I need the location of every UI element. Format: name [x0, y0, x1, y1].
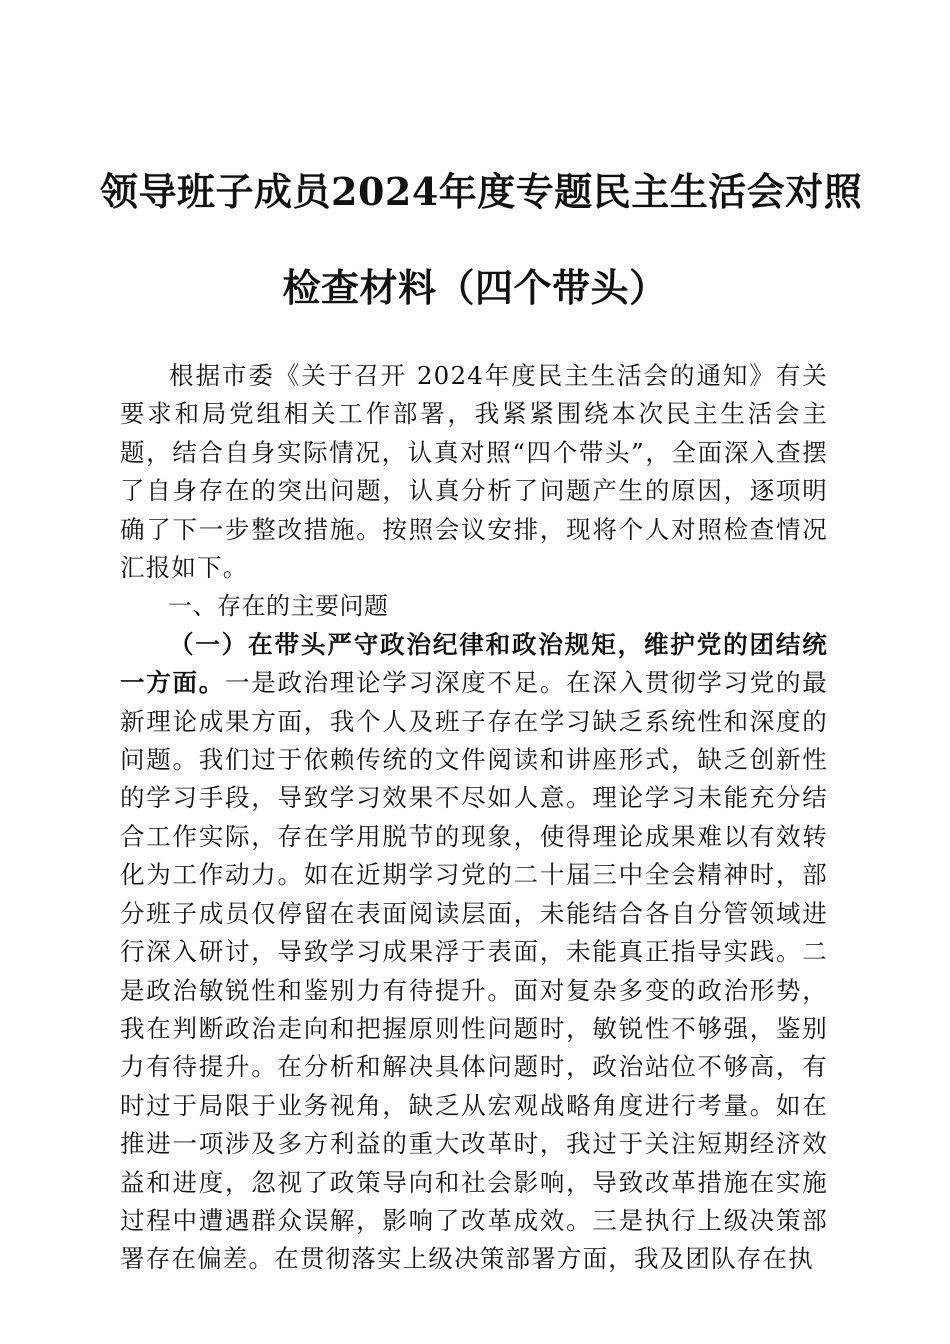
section1-heading: 一、存在的主要问题 [168, 592, 389, 621]
document-body [120, 357, 828, 1279]
document-title-line1: 领导班子成员2024年度专题民主生活会对照 [100, 169, 863, 214]
intro-paragraph: 根据市委《关于召开 2024年度民主生活会的通知》有关要求和局党组相关工作部署，我紧紧围绕本次民主生活会主题，结合自身实际情况，认真对照“四个带头”，全面深入查摆了自身存在的突出问题，认真分析了问题产生的原因，逐项明确了下一步整改措施。按照会议安排，现将个人对照检查情况汇报如下。 [120, 361, 828, 583]
document-title-line2: 检查材料（四个带头） [282, 265, 668, 310]
section1-sub1-body: 一是政治理论学习深度不足。在深入贯彻学习党的最新理论成果方面，我个人及班子存在学习缺乏系统性和深度的问题。我们过于依赖传统的文件阅读和讲座形式，缺乏创新性的学习手段，导致学习效果不尽如人意。理论学习未能充分结合工作实际，存在学用脱节的现象，使得理论成果难以有效转化为工作动力。如在近期学习党的二十届三中全会精神时，部分班子成员仅停留在表面阅读层面，未能结合各自分管领域进行深入研讨，导致学习成果浮于表面，未能真正指导实践。二是政治敏锐性和鉴别力有待提升。面对复杂多变的政治形势，我在判断政治走向和把握原则性问题时，敏锐性不够强，鉴别力有待提升。在分析和解决具体问题时，政治站位不够高，有时过于局限于业务视角，缺乏从宏观战略角度进行考量。如在推进一项涉及多方利益的重大改革时，我过于关注短期经济效益和进度，忽视了政策导向和社会影响，导致改革措施在实施过程中遭遇群众误解，影响了改革成效。三是执行上级决策部署存在偏差。在贯彻落实上级决策部署方面，我及团队存在执 [120, 668, 828, 1274]
section1-sub1-heading: （一）在带头严守政治纪律和政治规矩，维护党的团结统一方面。 [120, 629, 828, 698]
section1-sub1-paragraph [120, 626, 828, 1279]
